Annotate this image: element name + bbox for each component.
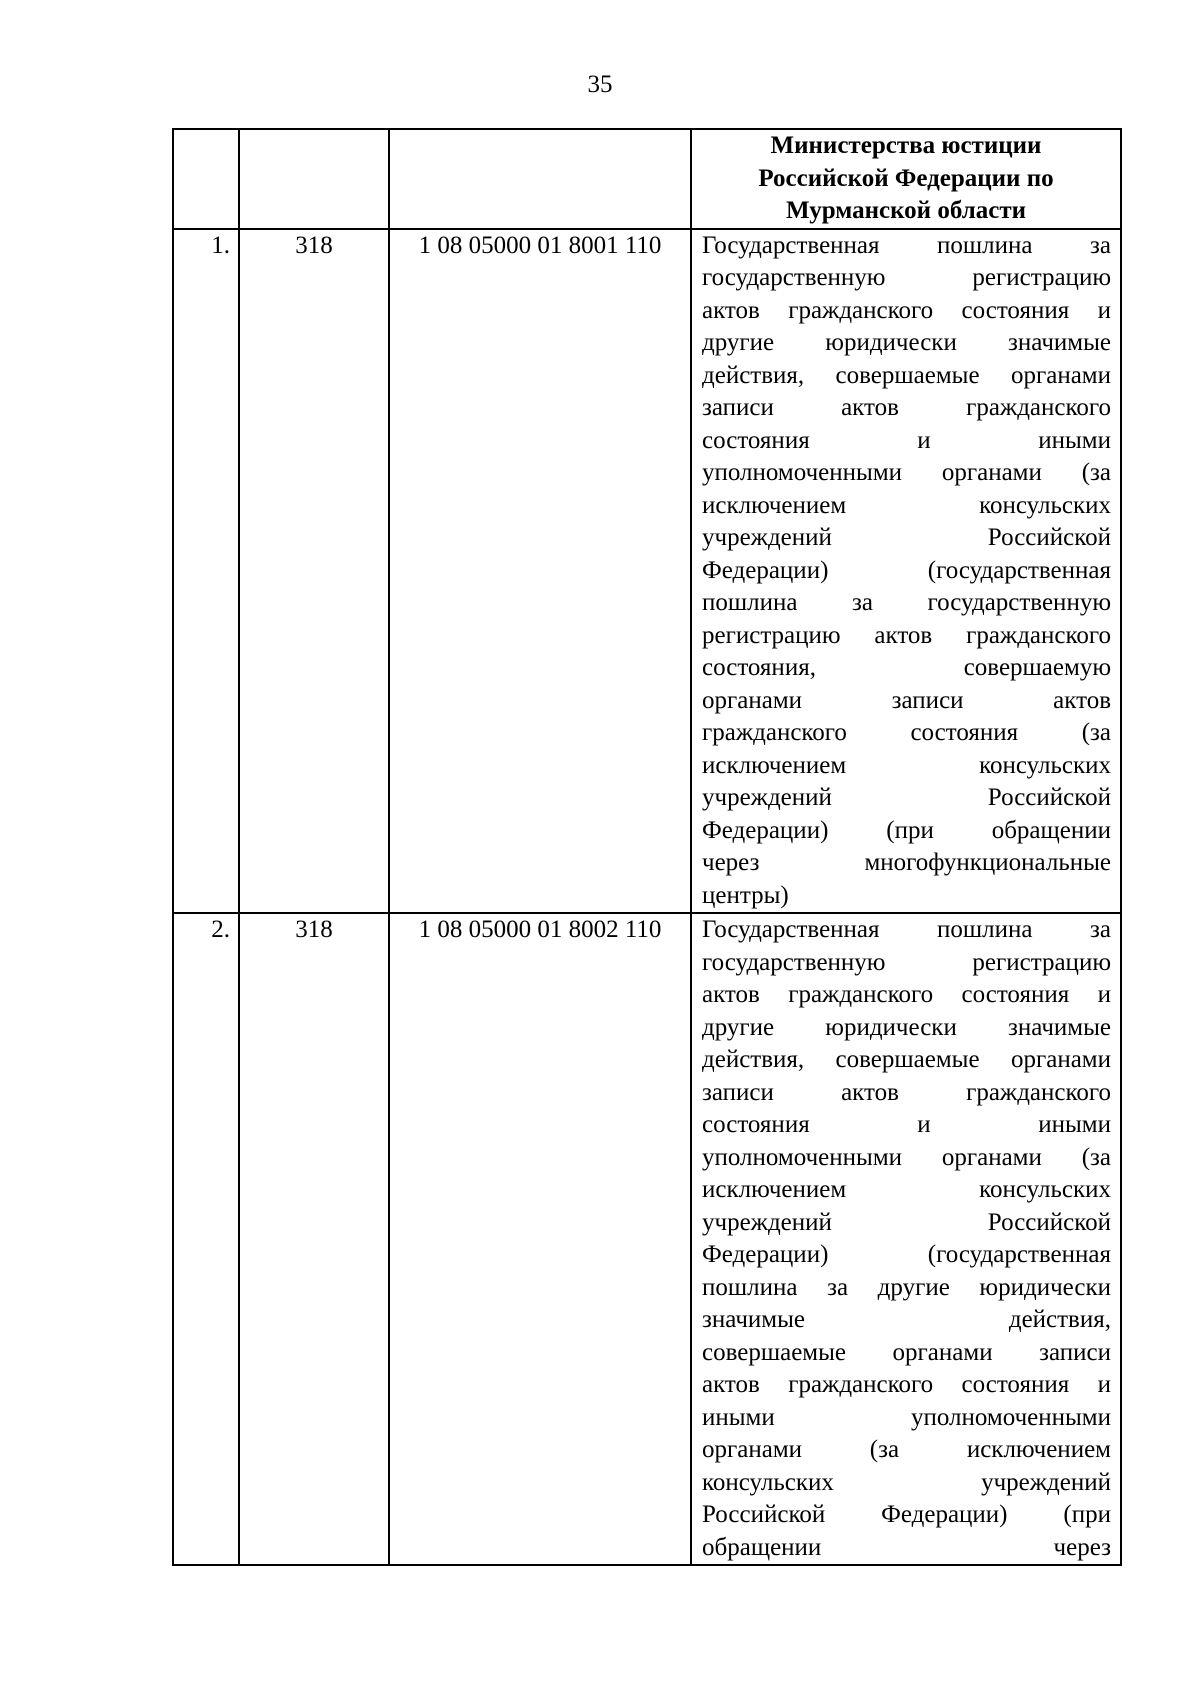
- description-line: уполномоченными органами (за: [702, 459, 1111, 486]
- description-line: исключением консульских: [702, 751, 1111, 779]
- header-line: Мурманской области: [785, 197, 1027, 224]
- description-line: актов гражданского состояния и: [702, 1371, 1111, 1398]
- description-line: иными уполномоченными: [702, 1403, 1111, 1431]
- empty-cell: [173, 129, 239, 229]
- description-line: другие юридически значимые: [702, 329, 1111, 356]
- description-line: Федерации) (государственная: [702, 1241, 1111, 1268]
- description-line: Российской Федерации) (при: [702, 1501, 1111, 1528]
- header-line: Министерства юстиции: [770, 132, 1042, 159]
- description-line: обращении через: [702, 1533, 1111, 1561]
- description-line: состояния, совершаемую: [702, 654, 1111, 681]
- description-line: гражданского состояния (за: [702, 719, 1111, 746]
- description-line: исключением консульских: [702, 491, 1111, 519]
- description-line: органами записи актов: [702, 686, 1111, 714]
- table-row: [173, 229, 1121, 914]
- description-line: органами (за исключением: [702, 1436, 1111, 1463]
- description-line: учреждений Российской: [702, 524, 1111, 551]
- description-line: Федерации) (при обращении: [702, 816, 1111, 844]
- kbk-code: 1 08 05000 01 8002 110: [389, 913, 691, 1565]
- description-line: актов гражданского состояния и: [702, 296, 1111, 324]
- description-line: действия, совершаемые органами: [702, 361, 1111, 389]
- description-line: пошлина за государственную: [702, 589, 1111, 616]
- description-line: Федерации) (государственная: [702, 556, 1111, 584]
- empty-cell: [389, 129, 691, 229]
- description-line: государственную регистрацию: [702, 948, 1111, 976]
- description-line: уполномоченными органами (за: [702, 1143, 1111, 1171]
- description-line: значимые действия,: [702, 1306, 1111, 1333]
- admin-code: 318: [239, 229, 389, 914]
- row-number: 2.: [173, 913, 239, 1565]
- description-line: государственную регистрацию: [702, 264, 1111, 291]
- table-row: [173, 913, 1121, 1565]
- description-line: другие юридически значимые: [702, 1013, 1111, 1041]
- description-line: учреждений Российской: [702, 1208, 1111, 1236]
- description-line: через многофункциональные: [702, 849, 1111, 876]
- description-line: консульских учреждений: [702, 1468, 1111, 1496]
- description-line: центры): [702, 881, 789, 909]
- description-line: записи актов гражданского: [702, 1078, 1111, 1106]
- description-cell: [691, 229, 1121, 914]
- description-line: состояния и иными: [702, 1111, 1111, 1138]
- description-line: регистрацию актов гражданского: [702, 621, 1111, 649]
- admin-code: 318: [239, 913, 389, 1565]
- description-line: Государственная пошлина за: [702, 231, 1111, 259]
- description-line: пошлина за другие юридически: [702, 1273, 1111, 1301]
- kbk-code: 1 08 05000 01 8001 110: [389, 229, 691, 914]
- description-line: исключением консульских: [702, 1176, 1111, 1203]
- description-line: совершаемые органами записи: [702, 1338, 1111, 1366]
- revenue-codes-table: [172, 128, 1122, 1566]
- page-number: 35: [587, 71, 613, 98]
- description-line: актов гражданского состояния и: [702, 981, 1111, 1008]
- description-line: записи актов гражданского: [702, 394, 1111, 421]
- description-line: состояния и иными: [702, 426, 1111, 454]
- description-line: действия, совершаемые органами: [702, 1046, 1111, 1073]
- administrator-name-cell: [691, 129, 1121, 229]
- row-number: 1.: [173, 229, 239, 914]
- description-line: учреждений Российской: [702, 784, 1111, 811]
- description-line: Государственная пошлина за: [702, 916, 1111, 943]
- empty-cell: [239, 129, 389, 229]
- description-cell: [691, 913, 1121, 1565]
- header-line: Российской Федерации по: [758, 164, 1054, 192]
- table-header-continuation-row: [173, 129, 1121, 229]
